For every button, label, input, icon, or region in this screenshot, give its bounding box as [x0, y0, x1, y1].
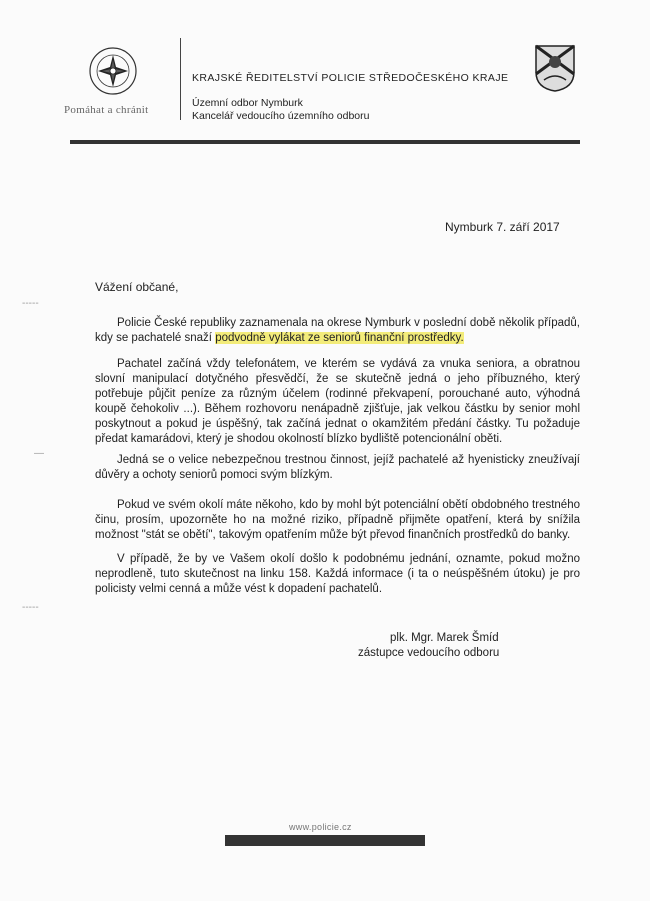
- margin-mark: —: [34, 448, 44, 459]
- paragraph-3: Jedná se o velice nebezpečnou trestnou činnost, jejíž pachatelé až hyenisticky zneužívají důvěry a ochoty seniorů pomoci svým blízkým.: [95, 454, 580, 481]
- letter-date: Nymburk 7. září 2017: [445, 220, 560, 234]
- footer-band: [225, 835, 425, 846]
- header-divider: [180, 38, 181, 120]
- highlighted-text: podvodně vylákat ze seniorů finanční prostředky.: [215, 332, 464, 344]
- paragraph-4: Pokud ve svém okolí máte někoho, kdo by mohl být potenciální obětí obdobného trestného činu, prosím, upozorněte ho na možné riziko, případně přijměte opatření, která by snížila možnost "stát se obětí", takovým opatřením může být převod finančních prostředků do banky.: [95, 499, 580, 541]
- footer-url: www.policie.cz: [289, 822, 352, 832]
- department-line-1: Územní odbor Nymburk: [192, 97, 303, 109]
- regional-crest-icon: [534, 44, 576, 92]
- department-line-2: Kancelář vedoucího územního odboru: [192, 110, 370, 122]
- margin-mark: -----: [22, 298, 39, 309]
- header-band: [70, 140, 580, 144]
- paragraph-2: Pachatel začíná vždy telefonátem, ve kterém se vydává za vnuka seniora, a obratnou slovní manipulací dotyčného přesvědčí, že se skutečně jedná o jeho příbuzného, který potřebuje půjčit peníze za různým účelem (rodinné překvapení, porouchané auto, výhodná koupě čehokoliv ...). Během rozhovoru nenápadně zjišťuje, jak velkou částku by senior mohl poskytnout a pokud je úspěšný, tak začíná jednat o okamžitém předání částky. Tu požaduje předat kamarádovi, který je shodou okolností blízko bydliště potencionální oběti.: [95, 358, 580, 445]
- paragraph-1-text: Policie České republiky zaznamenala na okrese Nymburk v poslední době několik případů, kdy se pachatelé snaží: [95, 317, 580, 344]
- signatory-name: plk. Mgr. Marek Šmíd: [390, 632, 499, 644]
- organization-title: KRAJSKÉ ŘEDITELSTVÍ POLICIE STŘEDOČESKÉHO KRAJE: [192, 72, 509, 84]
- paragraph-5: V případě, že by ve Vašem okolí došlo k podobnému jednání, oznamte, pokud možno neprodleně, tuto skutečnost na linku 158. Každá informace (i ta o neúspěšném útoku) je pro policisty velmi cenná a může vést k dopadení pachatelů.: [95, 553, 580, 595]
- police-star-seal-icon: [88, 46, 138, 96]
- motto: Pomáhat a chránit: [64, 104, 149, 116]
- paragraph-1: [95, 316, 580, 346]
- signatory-title: zástupce vedoucího odboru: [358, 647, 500, 659]
- greeting: Vážení občané,: [95, 280, 179, 294]
- margin-mark: -----: [22, 602, 39, 613]
